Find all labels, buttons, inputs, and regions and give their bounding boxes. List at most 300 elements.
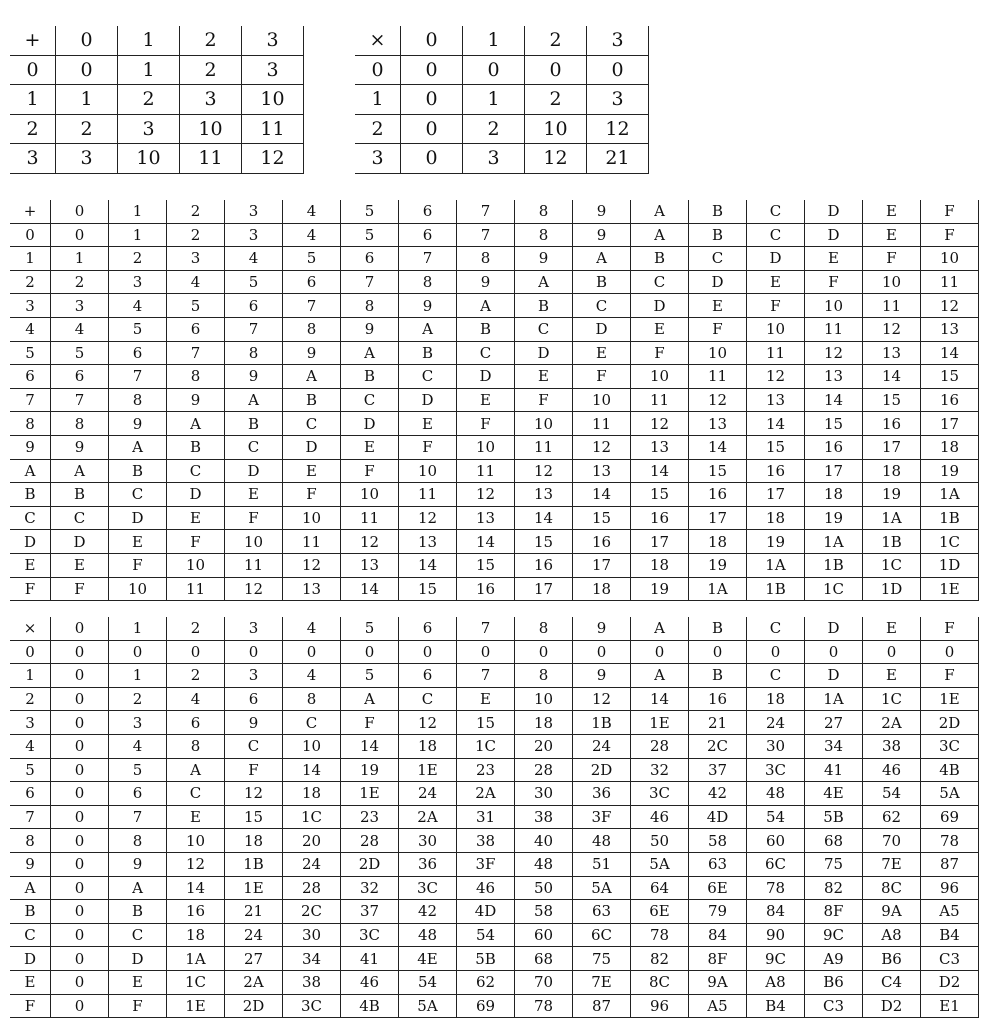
table-cell: 2D: [921, 711, 979, 735]
table-cell: 0: [56, 55, 118, 85]
table-cell: F: [109, 994, 167, 1018]
table-cell: 50: [631, 829, 689, 853]
table-cell: 1E: [921, 577, 979, 601]
table-cell: 54: [399, 970, 457, 994]
table-cell: 10: [180, 114, 242, 144]
table-row: [10, 506, 979, 530]
table-cell: 87: [573, 994, 631, 1018]
table-row: [10, 365, 979, 389]
row-header-cell: 7: [10, 388, 51, 412]
table-cell: 8: [457, 247, 515, 271]
table-cell: 4E: [805, 782, 863, 806]
table-cell: 5: [109, 317, 167, 341]
table-cell: D: [805, 223, 863, 247]
table-cell: 24: [225, 923, 283, 947]
table-cell: 12: [167, 852, 225, 876]
table-row: [10, 294, 979, 318]
table-cell: 10: [573, 388, 631, 412]
row-header-cell: 1: [10, 85, 56, 115]
table-cell: 0: [51, 758, 109, 782]
table-cell: 46: [631, 805, 689, 829]
table-cell: 8C: [631, 970, 689, 994]
row-header-cell: C: [10, 506, 51, 530]
table-row: [10, 435, 979, 459]
row-header-cell: A: [10, 876, 51, 900]
row-header-cell: 3: [10, 294, 51, 318]
column-header-cell: F: [921, 617, 979, 640]
table-cell: 0: [51, 664, 109, 688]
table-cell: 24: [283, 852, 341, 876]
column-header-cell: 4: [283, 617, 341, 640]
table-cell: 0: [51, 994, 109, 1018]
table-cell: 14: [631, 687, 689, 711]
table-cell: E: [689, 294, 747, 318]
table-cell: F: [921, 223, 979, 247]
table-cell: D: [109, 947, 167, 971]
table-cell: 0: [573, 640, 631, 664]
table-cell: 10: [457, 435, 515, 459]
column-header-cell: 6: [399, 617, 457, 640]
table-cell: 2: [118, 85, 180, 115]
table-cell: 41: [341, 947, 399, 971]
table-cell: B4: [921, 923, 979, 947]
column-header-cell: C: [747, 200, 805, 223]
table-cell: 10: [283, 506, 341, 530]
table-cell: 28: [631, 734, 689, 758]
table-row: [10, 577, 979, 601]
table-cell: 12: [341, 530, 399, 554]
table-cell: 3: [225, 223, 283, 247]
table-cell: 6: [109, 782, 167, 806]
table-row: [10, 55, 304, 85]
table-cell: 8: [399, 270, 457, 294]
column-header-cell: F: [921, 200, 979, 223]
table-cell: B: [109, 459, 167, 483]
row-header-cell: D: [10, 530, 51, 554]
table-cell: 11: [457, 459, 515, 483]
table-cell: 1D: [921, 553, 979, 577]
table-cell: 2D: [341, 852, 399, 876]
table-cell: 6: [341, 247, 399, 271]
column-header-cell: 0: [56, 26, 118, 55]
table-cell: F: [631, 341, 689, 365]
table-cell: 42: [689, 782, 747, 806]
table-cell: 19: [863, 483, 921, 507]
column-header-cell: 7: [457, 617, 515, 640]
table-cell: 5A: [631, 852, 689, 876]
table-cell: 46: [863, 758, 921, 782]
row-header-cell: 2: [10, 687, 51, 711]
table-cell: 0: [51, 923, 109, 947]
table-cell: 2C: [689, 734, 747, 758]
row-header-cell: 2: [10, 114, 56, 144]
table-cell: F: [515, 388, 573, 412]
table-cell: 21: [225, 900, 283, 924]
table-cell: 12: [225, 782, 283, 806]
table-cell: 2: [109, 687, 167, 711]
table-cell: 48: [399, 923, 457, 947]
table-cell: 18: [167, 923, 225, 947]
table-row: [10, 711, 979, 735]
table-cell: A: [109, 435, 167, 459]
table-cell: 0: [167, 640, 225, 664]
table-cell: A: [399, 317, 457, 341]
table-cell: 7E: [863, 852, 921, 876]
table-cell: 5B: [805, 805, 863, 829]
table-cell: 19: [921, 459, 979, 483]
table-cell: 6: [51, 365, 109, 389]
table-cell: 12: [573, 687, 631, 711]
table-cell: 14: [689, 435, 747, 459]
table-cell: 1C: [863, 553, 921, 577]
table-cell: 5: [51, 341, 109, 365]
table-cell: 2: [525, 85, 587, 115]
table-cell: A: [515, 270, 573, 294]
table-cell: C: [573, 294, 631, 318]
table-cell: C: [283, 412, 341, 436]
table-cell: 12: [689, 388, 747, 412]
table-cell: 6E: [689, 876, 747, 900]
table-cell: 6: [399, 223, 457, 247]
table-cell: 2: [180, 55, 242, 85]
table-cell: B: [167, 435, 225, 459]
table-cell: B: [225, 412, 283, 436]
table-cell: 12: [283, 553, 341, 577]
table-cell: 9: [573, 664, 631, 688]
table-cell: 1E: [631, 711, 689, 735]
table-cell: 3F: [457, 852, 515, 876]
table-cell: C: [399, 365, 457, 389]
header-row: [10, 617, 979, 640]
table-cell: 0: [51, 687, 109, 711]
column-header-cell: 1: [109, 200, 167, 223]
table-cell: 34: [805, 734, 863, 758]
table-cell: 12: [242, 144, 304, 174]
table-cell: E: [515, 365, 573, 389]
table-cell: E: [457, 388, 515, 412]
table-cell: 7E: [573, 970, 631, 994]
table-cell: 16: [747, 459, 805, 483]
table-cell: 9: [109, 852, 167, 876]
table-cell: 24: [573, 734, 631, 758]
table-cell: 0: [51, 805, 109, 829]
table-cell: 6: [109, 341, 167, 365]
table-cell: 2D: [225, 994, 283, 1018]
table-cell: 42: [399, 900, 457, 924]
column-header-cell: E: [863, 617, 921, 640]
row-header-cell: 7: [10, 805, 51, 829]
table-cell: 14: [341, 734, 399, 758]
table-cell: 9C: [747, 947, 805, 971]
table-cell: C: [747, 664, 805, 688]
table-cell: 12: [399, 711, 457, 735]
table-cell: 0: [51, 900, 109, 924]
table-cell: 0: [921, 640, 979, 664]
table-cell: 14: [341, 577, 399, 601]
table-cell: 21: [587, 144, 649, 174]
table-cell: 10: [242, 85, 304, 115]
table-row: [10, 734, 979, 758]
table-row: [10, 317, 979, 341]
base4-addition-table: [10, 26, 304, 174]
table-cell: 2: [51, 270, 109, 294]
table-cell: 3F: [573, 805, 631, 829]
table-cell: 3C: [283, 994, 341, 1018]
row-header-cell: F: [10, 577, 51, 601]
table-row: [10, 270, 979, 294]
table-cell: 19: [805, 506, 863, 530]
table-cell: 4B: [921, 758, 979, 782]
table-row: [10, 483, 979, 507]
table-cell: 1A: [921, 483, 979, 507]
table-cell: 1: [118, 55, 180, 85]
table-cell: 13: [805, 365, 863, 389]
table-cell: 7: [51, 388, 109, 412]
table-cell: 1C: [921, 530, 979, 554]
table-cell: D: [167, 483, 225, 507]
table-cell: 19: [631, 577, 689, 601]
table-cell: 46: [457, 876, 515, 900]
table-cell: 11: [573, 412, 631, 436]
row-header-cell: A: [10, 459, 51, 483]
table-cell: 4: [109, 294, 167, 318]
table-cell: 12: [225, 577, 283, 601]
header-row: [355, 26, 649, 55]
table-cell: 16: [805, 435, 863, 459]
table-cell: 5A: [399, 994, 457, 1018]
table-cell: 30: [399, 829, 457, 853]
table-cell: 16: [167, 900, 225, 924]
table-cell: 15: [631, 483, 689, 507]
table-cell: 32: [341, 876, 399, 900]
table-cell: 15: [399, 577, 457, 601]
table-cell: 0: [51, 852, 109, 876]
table-cell: 78: [631, 923, 689, 947]
table-cell: D: [283, 435, 341, 459]
table-cell: 3C: [399, 876, 457, 900]
table-cell: 24: [399, 782, 457, 806]
row-header-cell: 1: [10, 664, 51, 688]
table-cell: B4: [747, 994, 805, 1018]
table-cell: C: [167, 782, 225, 806]
table-cell: 11: [341, 506, 399, 530]
table-cell: 14: [921, 341, 979, 365]
row-header-cell: 8: [10, 829, 51, 853]
table-cell: 8: [109, 388, 167, 412]
table-cell: A: [341, 341, 399, 365]
table-cell: 14: [747, 412, 805, 436]
table-cell: 4B: [341, 994, 399, 1018]
table-cell: 0: [51, 734, 109, 758]
table-cell: 84: [747, 900, 805, 924]
table-cell: 0: [463, 55, 525, 85]
table-cell: 50: [515, 876, 573, 900]
table-cell: 4: [283, 223, 341, 247]
table-cell: D: [747, 247, 805, 271]
table-cell: 5B: [457, 947, 515, 971]
table-cell: 38: [863, 734, 921, 758]
table-cell: D: [51, 530, 109, 554]
table-cell: 10: [167, 553, 225, 577]
table-cell: F: [109, 553, 167, 577]
table-cell: 16: [921, 388, 979, 412]
table-cell: 6: [167, 711, 225, 735]
table-cell: 10: [863, 270, 921, 294]
table-cell: 30: [747, 734, 805, 758]
table-cell: 3: [51, 294, 109, 318]
table-cell: 18: [863, 459, 921, 483]
row-header-cell: 3: [10, 144, 56, 174]
table-cell: 1C: [863, 687, 921, 711]
column-header-cell: 1: [109, 617, 167, 640]
table-cell: 10: [631, 365, 689, 389]
row-header-cell: 0: [355, 55, 401, 85]
table-cell: 9: [225, 365, 283, 389]
column-header-cell: B: [689, 617, 747, 640]
table-cell: 79: [689, 900, 747, 924]
table-cell: 9A: [689, 970, 747, 994]
table-cell: 1A: [805, 530, 863, 554]
table-cell: 4: [167, 687, 225, 711]
table-cell: 16: [689, 483, 747, 507]
table-cell: 18: [747, 506, 805, 530]
table-cell: F: [225, 758, 283, 782]
table-cell: 1C: [805, 577, 863, 601]
row-header-cell: 9: [10, 435, 51, 459]
operator-cell: ×: [355, 26, 401, 55]
table-cell: 62: [863, 805, 921, 829]
table-cell: F: [51, 577, 109, 601]
base4-multiplication-table: [355, 26, 649, 174]
table-cell: 7: [225, 317, 283, 341]
table-cell: 4: [51, 317, 109, 341]
table-cell: 3: [242, 55, 304, 85]
table-cell: 9A: [863, 900, 921, 924]
table-cell: 0: [515, 640, 573, 664]
table-cell: 13: [341, 553, 399, 577]
table-cell: 15: [573, 506, 631, 530]
table-row: [10, 687, 979, 711]
table-cell: 1E: [399, 758, 457, 782]
table-cell: 0: [747, 640, 805, 664]
table-cell: A: [51, 459, 109, 483]
table-row: [10, 947, 979, 971]
table-cell: F: [805, 270, 863, 294]
table-cell: 8: [515, 664, 573, 688]
table-cell: 23: [341, 805, 399, 829]
table-cell: 17: [689, 506, 747, 530]
table-cell: 20: [515, 734, 573, 758]
table-row: [10, 852, 979, 876]
table-cell: 12: [921, 294, 979, 318]
table-cell: 17: [863, 435, 921, 459]
table-cell: 18: [689, 530, 747, 554]
table-cell: C: [631, 270, 689, 294]
column-header-cell: 3: [225, 200, 283, 223]
table-cell: 9: [399, 294, 457, 318]
column-header-cell: 6: [399, 200, 457, 223]
table-row: [10, 388, 979, 412]
table-cell: 10: [399, 459, 457, 483]
table-cell: 14: [457, 530, 515, 554]
table-cell: 16: [457, 577, 515, 601]
table-cell: 1B: [863, 530, 921, 554]
row-header-cell: 4: [10, 317, 51, 341]
table-cell: 1: [109, 664, 167, 688]
table-cell: 15: [747, 435, 805, 459]
column-header-cell: 8: [515, 200, 573, 223]
table-cell: 12: [457, 483, 515, 507]
table-cell: F: [747, 294, 805, 318]
header-row: [10, 26, 304, 55]
table-cell: 0: [51, 640, 109, 664]
table-cell: F: [573, 365, 631, 389]
table-cell: 48: [573, 829, 631, 853]
row-header-cell: 8: [10, 412, 51, 436]
table-cell: 5A: [573, 876, 631, 900]
table-cell: A: [341, 687, 399, 711]
table-cell: B: [399, 341, 457, 365]
table-cell: 3C: [747, 758, 805, 782]
table-cell: 10: [167, 829, 225, 853]
table-cell: 28: [515, 758, 573, 782]
table-cell: 14: [515, 506, 573, 530]
table-cell: 69: [921, 805, 979, 829]
table-cell: 7: [109, 365, 167, 389]
table-cell: 18: [631, 553, 689, 577]
row-header-cell: 3: [10, 711, 51, 735]
table-cell: 2: [463, 114, 525, 144]
table-cell: 17: [747, 483, 805, 507]
table-cell: A9: [805, 947, 863, 971]
table-cell: 4E: [399, 947, 457, 971]
table-cell: 38: [515, 805, 573, 829]
row-header-cell: 0: [10, 223, 51, 247]
table-cell: 18: [921, 435, 979, 459]
table-cell: 2: [109, 247, 167, 271]
table-cell: C: [283, 711, 341, 735]
table-cell: 5: [225, 270, 283, 294]
table-row: [10, 758, 979, 782]
table-cell: 2: [167, 664, 225, 688]
table-cell: 69: [457, 994, 515, 1018]
table-cell: 2C: [283, 900, 341, 924]
table-cell: 7: [167, 341, 225, 365]
table-cell: 23: [457, 758, 515, 782]
table-cell: 10: [225, 530, 283, 554]
table-cell: 14: [805, 388, 863, 412]
table-cell: 12: [515, 459, 573, 483]
table-cell: C: [109, 483, 167, 507]
table-cell: 1E: [167, 994, 225, 1018]
table-cell: 14: [399, 553, 457, 577]
table-cell: 1A: [167, 947, 225, 971]
table-cell: 16: [573, 530, 631, 554]
table-cell: 4: [225, 247, 283, 271]
table-cell: 0: [689, 640, 747, 664]
table-cell: 15: [457, 711, 515, 735]
row-header-cell: 5: [10, 341, 51, 365]
table-row: [10, 782, 979, 806]
table-cell: 75: [805, 852, 863, 876]
table-cell: 16: [689, 687, 747, 711]
table-cell: A8: [863, 923, 921, 947]
table-cell: C: [167, 459, 225, 483]
table-cell: D2: [921, 970, 979, 994]
table-cell: E: [167, 805, 225, 829]
table-cell: 2: [167, 223, 225, 247]
row-header-cell: F: [10, 994, 51, 1018]
